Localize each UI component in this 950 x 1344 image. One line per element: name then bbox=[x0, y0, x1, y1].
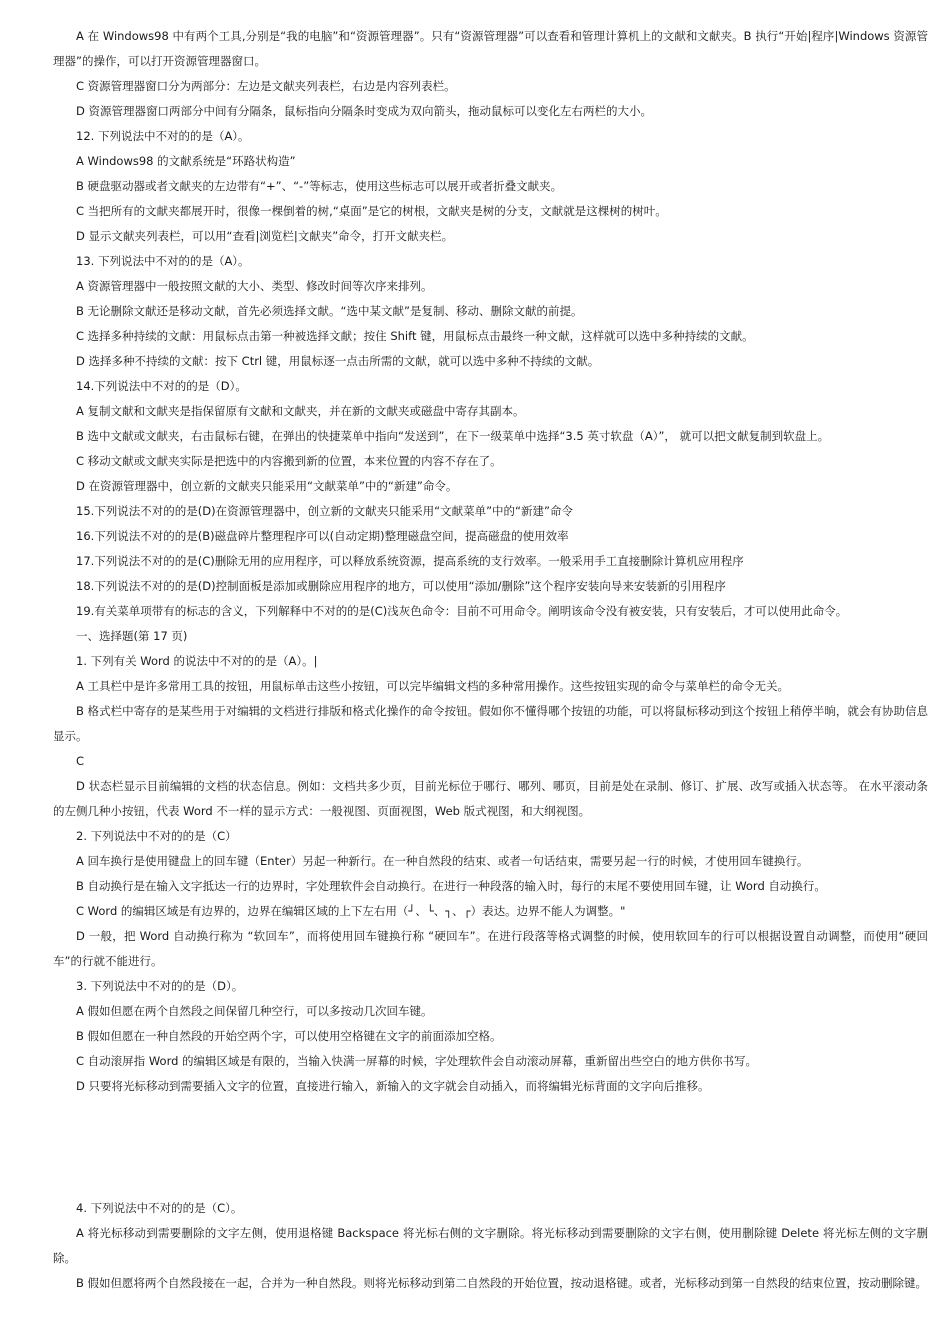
paragraph: D 显示文献夹列表栏，可以用“查看|浏览栏|文献夹”命令，打开文献夹栏。 bbox=[76, 229, 454, 243]
paragraph: A 回车换行是使用键盘上的回车键（Enter）另起一种新行。在一种自然段的结束、或者一句话结束，需要另起一行的时候，才使用回车键换行。 bbox=[76, 854, 809, 868]
paragraph: A 在 Windows98 中有两个工具,分别是“我的电脑”和“资源管理器”。只有“资源管理器”可以查看和管理计算机上的文献和文献夹。B 执行“开始|程序|Windows 资源管理器”的操作，可以打开资源管理器窗口。 bbox=[53, 29, 928, 68]
paragraph: C 自动滚屏指 Word 的编辑区域是有限的，当输入快满一屏幕的时候，字处理软件会自动滚动屏幕，重新留出些空白的地方供你书写。 bbox=[76, 1054, 758, 1068]
paragraph: A 复制文献和文献夹是指保留原有文献和文献夹，并在新的文献夹或磁盘中寄存其副本。 bbox=[76, 404, 525, 418]
paragraph: A 资源管理器中一般按照文献的大小、类型、修改时间等次序来排列。 bbox=[76, 279, 433, 293]
question-heading: 3. 下列说法中不对的的是（D）。 bbox=[76, 979, 244, 993]
question-heading: 18.下列说法不对的的是(D)控制面板是添加或删除应用程序的地方，可以使用“添加/删除”这个程序安装向导来安装新的引用程序 bbox=[76, 579, 726, 593]
question-heading: 2. 下列说法中不对的的是（C） bbox=[76, 829, 237, 843]
question-heading: 12. 下列说法中不对的的是（A）。 bbox=[76, 129, 250, 143]
paragraph: B 假如但愿在一种自然段的开始空两个字，可以使用空格键在文字的前面添加空格。 bbox=[76, 1029, 502, 1043]
question-heading: 4. 下列说法中不对的的是（C）。 bbox=[76, 1201, 243, 1215]
question-heading: 13. 下列说法中不对的的是（A）。 bbox=[76, 254, 250, 268]
paragraph: C 当把所有的文献夹都展开时，很像一棵倒着的树,“桌面”是它的树根，文献夹是树的分支，文献就是这棵树的树叶。 bbox=[76, 204, 667, 218]
paragraph: C Word 的编辑区域是有边界的，边界在编辑区域的上下左右用（┘、└、┐、┌）表达。边界不能人为调整。" bbox=[76, 904, 626, 918]
paragraph: D 资源管理器窗口两部分中间有分隔条，鼠标指向分隔条时变成为双向箭头，拖动鼠标可以变化左右两栏的大小。 bbox=[76, 104, 653, 118]
question-heading: 1. 下列有关 Word 的说法中不对的的是（A）。| bbox=[76, 654, 318, 668]
paragraph: B 硬盘驱动器或者文献夹的左边带有“+”、“-”等标志，使用这些标志可以展开或者折叠文献夹。 bbox=[76, 179, 563, 193]
paragraph: D 状态栏显示目前编辑的文档的状态信息。例如：文档共多少页，目前光标位于哪行、哪列、哪页，目前是处在录制、修订、扩展、改写或插入状态等。 在水平滚动条的左侧几种小按钮，代表 Word 不一样的显示方式：一般视图、页面视图，Web 版式视图，和大纲视图。 bbox=[53, 779, 928, 818]
paragraph: D 选择多种不持续的文献：按下 Ctrl 键，用鼠标逐一点击所需的文献，就可以选中多种不持续的文献。 bbox=[76, 354, 600, 368]
blank-gap bbox=[0, 1099, 950, 1196]
paragraph: C 资源管理器窗口分为两部分：左边是文献夹列表栏，右边是内容列表栏。 bbox=[76, 79, 456, 93]
paragraph: A 将光标移动到需要删除的文字左侧，使用退格键 Backspace 将光标右侧的文字删除。将光标移动到需要删除的文字右侧，使用删除键 Delete 将光标左侧的文字删除。 bbox=[53, 1226, 928, 1265]
paragraph: B 假如但愿将两个自然段接在一起，合并为一种自然段。则将光标移动到第二自然段的开始位置，按动退格键。或者，光标移动到第一自然段的结束位置，按动删除键。 bbox=[76, 1276, 928, 1290]
question-heading: 17.下列说法不对的的是(C)删除无用的应用程序，可以释放系统资源，提高系统的支行效率。一般采用手工直接删除计算机应用程序 bbox=[76, 554, 744, 568]
paragraph: B 选中文献或文献夹，右击鼠标右键，在弹出的快捷菜单中指向“发送到”，在下一级菜单中选择“3.5 英寸软盘（A）”， 就可以把文献复制到软盘上。 bbox=[76, 429, 830, 443]
paragraph: D 只要将光标移动到需要插入文字的位置，直接进行输入，新输入的文字就会自动插入，而将编辑光标背面的文字向后推移。 bbox=[76, 1079, 710, 1093]
content-block-2 bbox=[0, 1196, 950, 1296]
question-heading: 15.下列说法不对的的是(D)在资源管理器中，创立新的文献夹只能采用“文献菜单”中的“新建”命令 bbox=[76, 504, 573, 518]
paragraph: D 在资源管理器中，创立新的文献夹只能采用“文献菜单”中的“新建”命令。 bbox=[76, 479, 458, 493]
paragraph: C 选择多种持续的文献：用鼠标点击第一种被选择文献；按住 Shift 键，用鼠标点击最终一种文献，这样就可以选中多种持续的文献。 bbox=[76, 329, 754, 343]
paragraph: D 一般，把 Word 自动换行称为 “软回车”，而将使用回车键换行称 “硬回车”。在进行段落等格式调整的时候，使用软回车的行可以根据设置自动调整，而使用“硬回车”的行就不能进行。 bbox=[53, 929, 928, 968]
section-heading: 一、选择题(第 17 页) bbox=[76, 629, 188, 643]
question-heading: 16.下列说法不对的的是(B)磁盘碎片整理程序可以(自动定期)整理磁盘空间，提高磁盘的使用效率 bbox=[76, 529, 569, 543]
paragraph: B 自动换行是在输入文字抵达一行的边界时，字处理软件会自动换行。在进行一种段落的输入时，每行的末尾不要使用回车键，让 Word 自动换行。 bbox=[76, 879, 826, 893]
paragraph: A 工具栏中是许多常用工具的按钮，用鼠标单击这些小按钮，可以完毕编辑文档的多种常用操作。这些按钮实现的命令与菜单栏的命令无关。 bbox=[76, 679, 790, 693]
paragraph: C bbox=[76, 754, 85, 768]
question-heading: 19.有关菜单项带有的标志的含义，下列解释中不对的的是(C)浅灰色命令：目前不可用命令。阐明该命令没有被安装，只有安装后，才可以使用此命令。 bbox=[76, 604, 848, 618]
paragraph: A Windows98 的文献系统是“环路状构造” bbox=[76, 154, 296, 168]
paragraph: A 假如但愿在两个自然段之间保留几种空行，可以多按动几次回车键。 bbox=[76, 1004, 433, 1018]
paragraph: B 格式栏中寄存的是某些用于对编辑的文档进行排版和格式化操作的命令按钮。假如你不懂得哪个按钮的功能，可以将鼠标移动到这个按钮上稍停半晌，就会有协助信息显示。 bbox=[53, 704, 928, 743]
paragraph: B 无论删除文献还是移动文献，首先必须选择文献。“选中某文献”是复制、移动、删除文献的前提。 bbox=[76, 304, 583, 318]
question-heading: 14.下列说法中不对的的是（D）。 bbox=[76, 379, 247, 393]
paragraph: C 移动文献或文献夹实际是把选中的内容搬到新的位置，本来位置的内容不存在了。 bbox=[76, 454, 502, 468]
